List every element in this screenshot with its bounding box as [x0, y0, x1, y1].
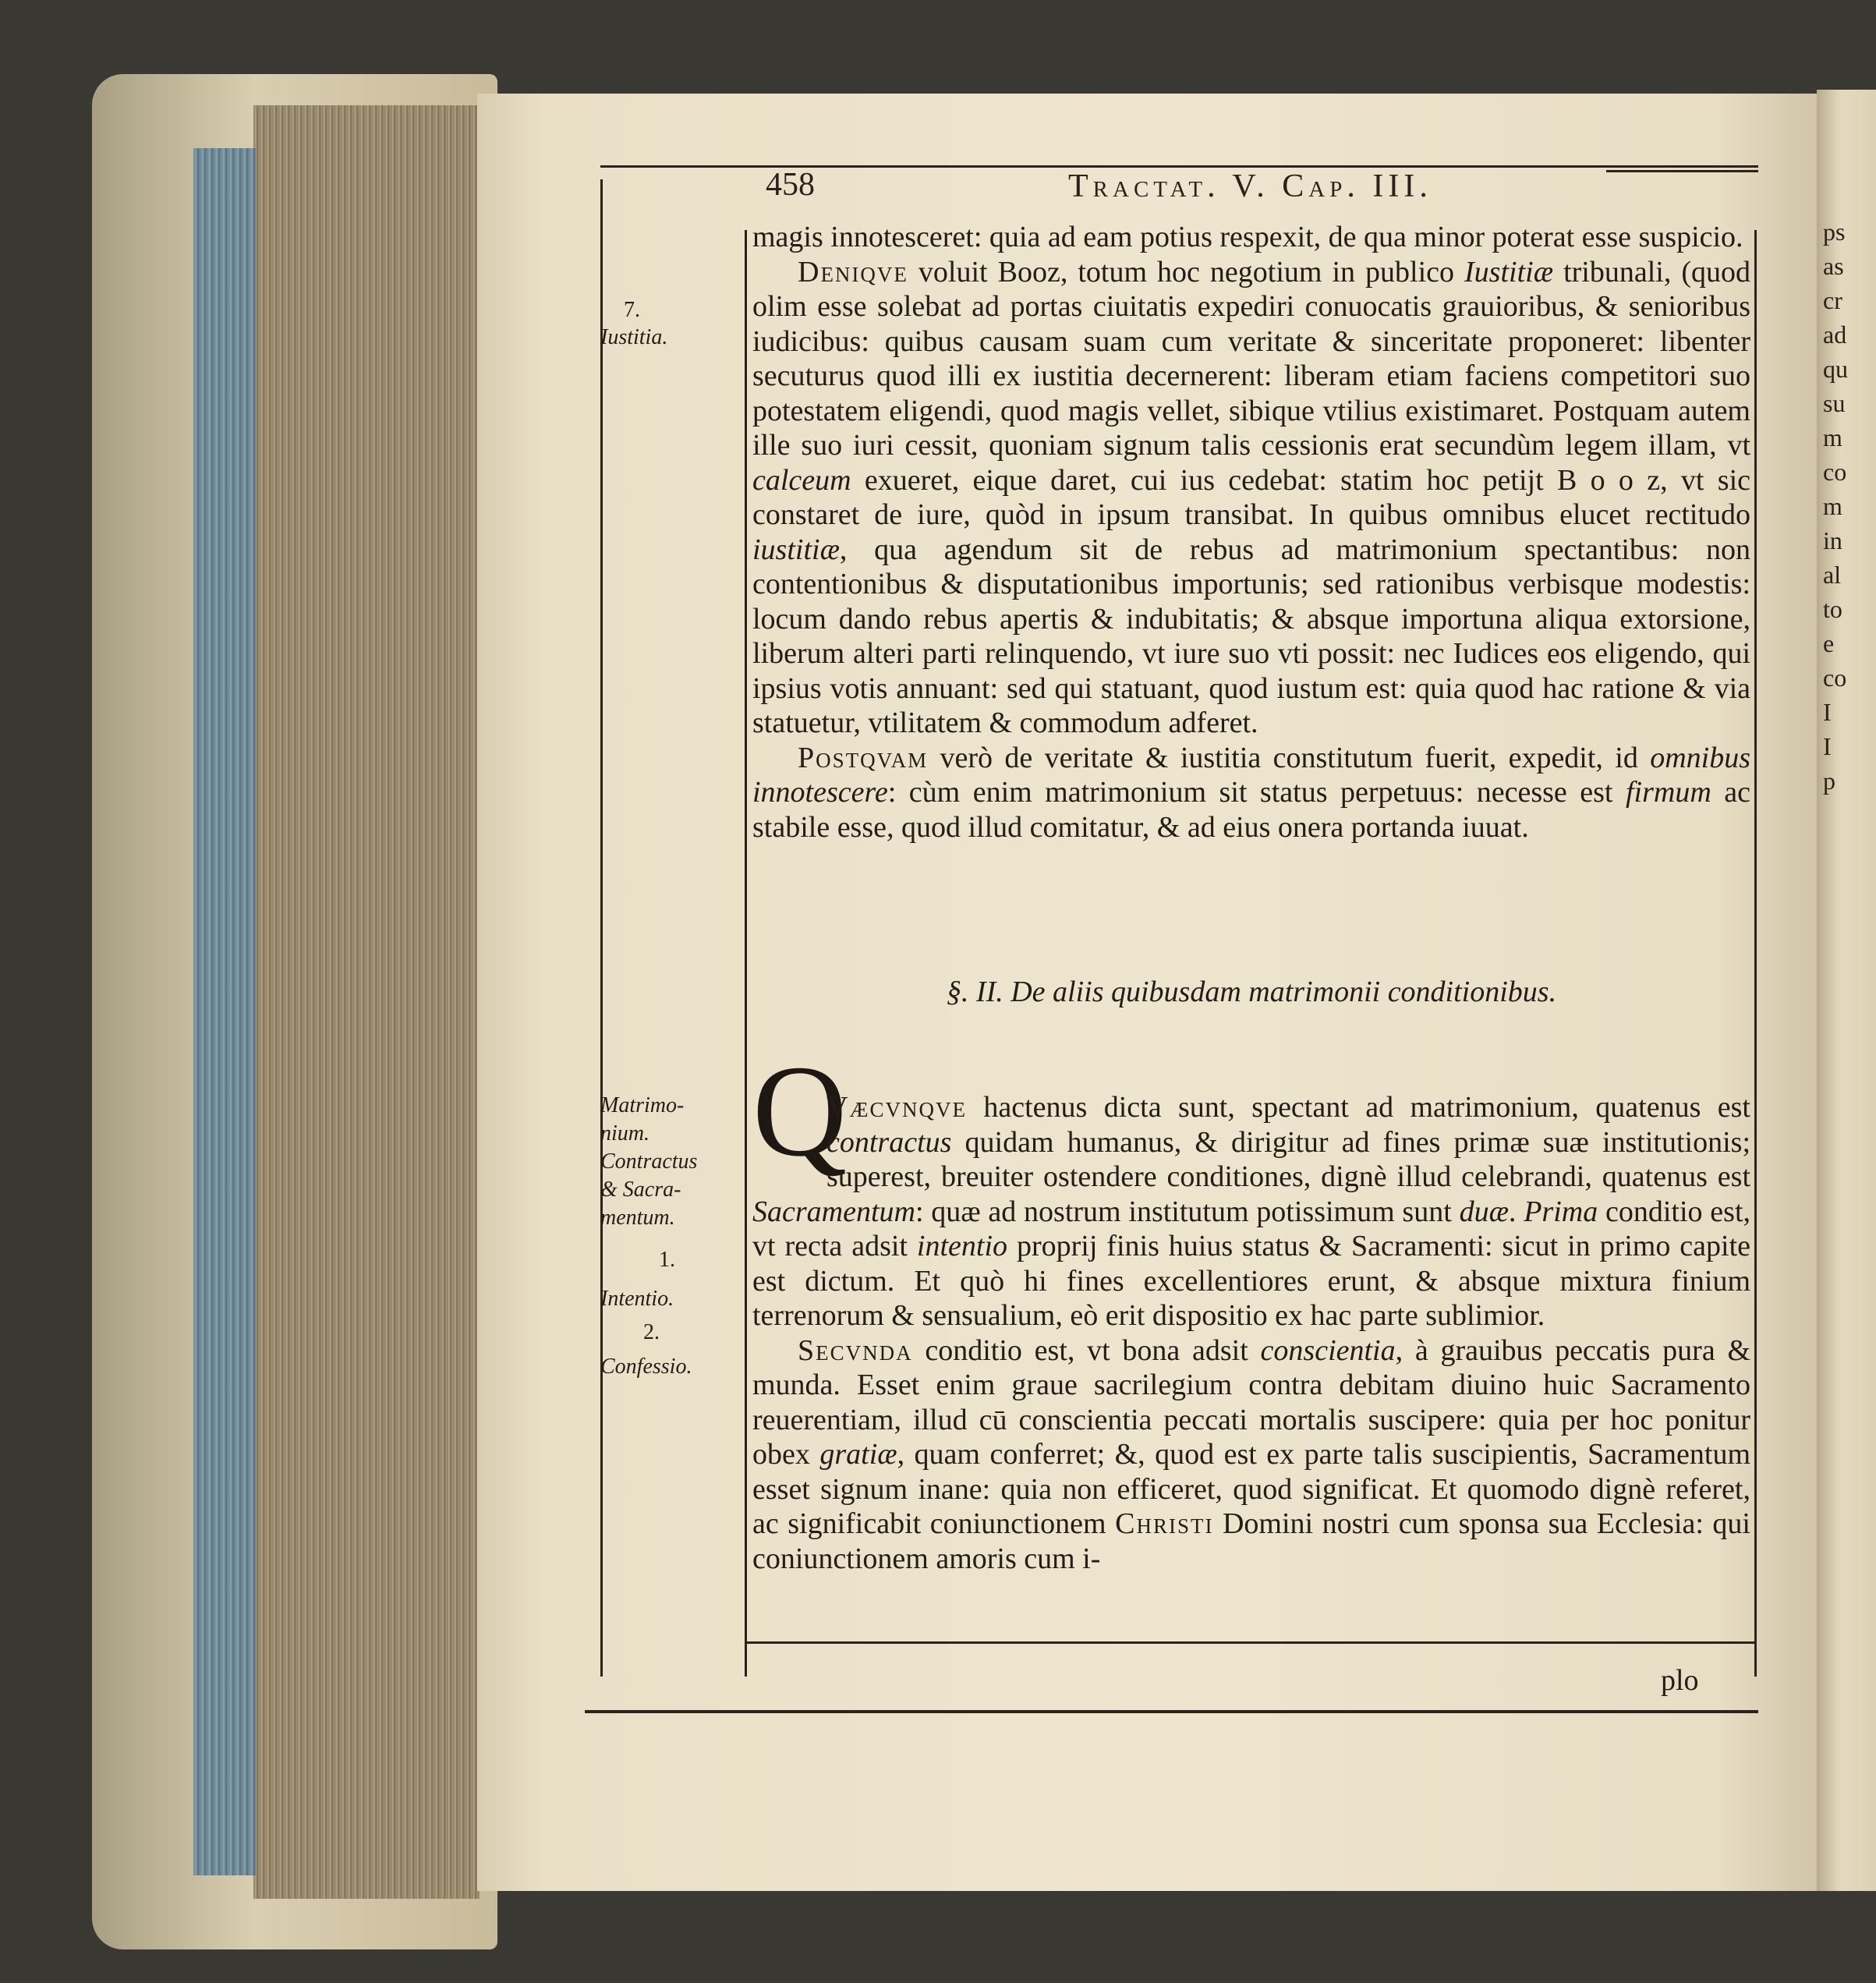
lead-word: Deniqve: [798, 255, 908, 289]
italic-run: duæ: [1459, 1195, 1509, 1228]
page-number: 458: [766, 167, 815, 203]
text-run: verò de veritate & iustitia constitutum fuerit, expedit, id: [928, 741, 1651, 774]
text-run: : quæ ad nostrum institutum potissimum sunt: [915, 1195, 1460, 1228]
facing-page-line: m: [1823, 423, 1842, 451]
facing-page-line: in: [1823, 526, 1842, 554]
text-left-rule: [745, 230, 747, 1677]
paragraph: [752, 1333, 1750, 1577]
blue-page-edges: [193, 148, 256, 1875]
bottom-rule: [585, 1710, 1758, 1713]
facing-page-text: [1823, 214, 1855, 798]
margin-note-matrimonium: [600, 1092, 725, 1232]
top-rule-right: [1606, 170, 1758, 172]
paragraph: [752, 1090, 1750, 1333]
margin-line: & Sacra-: [600, 1177, 681, 1202]
margin-number-1: 1.: [659, 1248, 675, 1272]
italic-run: firmum: [1625, 776, 1711, 809]
text-run: , à grauibus peccatis pura & munda. Esset enim graue sacrilegium contra debitam diuino huic Sacramento reuerentiam, illud cū conscientia peccati mortalis suscipere: quia per hoc ponitur obex: [752, 1333, 1750, 1471]
italic-run: gratiæ: [819, 1438, 897, 1471]
text-run: : cùm enim matrimonium sit status perpetuus: necesse est: [887, 776, 1626, 809]
text-run: , qua agendum sit de rebus ad matrimonium spectantibus: non contentionibus & disputationibus importunis; sed rationibus verbisque modestis: locum dando rebus apertis & indubitatis; & absque importuna aliqua extorsione, liberum alteri parti relinquendo, vt iure suo vti possit: nec Iudices eos eligendo, qui ipsius votis annuant: sed qui statuant, quod iustum est: quia quod hac ratione & via statuetur, vtilitatem & commodum adferet.: [752, 533, 1750, 739]
italic-run: iustitiæ: [752, 533, 840, 566]
lead-word: Postqvam: [798, 741, 929, 774]
margin-line: mentum.: [600, 1206, 675, 1230]
italic-run: contractus: [827, 1125, 952, 1159]
facing-page-line: cr: [1823, 286, 1842, 314]
margin-line: Contractus: [600, 1149, 698, 1174]
text-run: Domini nostri cum sponsa sua Ecclesia: qui coniunctionem amoris cum i-: [752, 1507, 1750, 1575]
facing-page-edge: [1817, 90, 1876, 1891]
lead-word: Secvnda: [798, 1333, 913, 1367]
italic-run: intentio: [916, 1230, 1008, 1262]
text-run: proprij finis huius status & Sacramenti: sicut in primo capite est dictum. Et quò hi fines excellentiores erunt, & absque mixtura finium terrenorum & sensualium, eò erit dispositio ex hac parte sublimior.: [752, 1230, 1750, 1332]
text-run: voluit Booz, totum hoc negotium in publico: [908, 255, 1465, 289]
facing-page-line: as: [1823, 252, 1844, 280]
paragraph: [752, 255, 1750, 741]
paragraph: magis innotesceret: quia ad eam potius respexit, de qua minor poterat esse suspicio.: [752, 221, 1743, 253]
text-run: ac stabile esse, quod illud comitatur, & ad eius onera portanda iuuat.: [752, 776, 1751, 844]
small-caps-run: Christi: [1115, 1507, 1214, 1540]
text-run: tribunali, (quod olim esse solebat ad portas ciuitatis expediri conuocatis grauioribus, & senioribus iudicibus: quibus causam suam cum veritate & sinceritate proponeret: libenter secuturus quod illi ex iustitia decernerent: liberam etiam faciens competitori suo potestatem eligendi, quod magis vellet, sibique vtilius existimaret. Postquam autem ille suo iuri cessit, quoniam signum talis cessionis erat secundùm legem illam, vt: [752, 255, 1750, 462]
catchword: plo: [1661, 1664, 1699, 1697]
section-heading: §. II. De aliis quibusdam matrimonii conditionibus.: [946, 976, 1557, 1008]
text-run: quidam humanus, & dirigitur ad fines primæ suæ institutionis; superest, breuiter ostendere conditiones, dignè illud celebrandi, quatenus est: [827, 1125, 1750, 1193]
margin-line: Matrimo-: [600, 1093, 685, 1117]
facing-page-line: I: [1823, 698, 1832, 726]
margin-line: nium.: [600, 1121, 650, 1146]
facing-page-line: p: [1823, 767, 1835, 795]
lead-word: Væcvnqve: [827, 1091, 967, 1124]
italic-run: conscientia: [1260, 1333, 1396, 1367]
text-run: conditio est, vt recta adsit: [752, 1195, 1751, 1262]
text-run: .: [1508, 1195, 1524, 1228]
margin-number-7: 7.: [624, 298, 640, 322]
text-run: , quam conferret; &, quod est ex parte talis suscipientis, Sacramentum esset signum inane: quia non efficeret, quod significat. Et quomodo dignè referet, ac significabit coniunctionem: [752, 1438, 1750, 1540]
facing-page-line: ps: [1823, 218, 1846, 246]
running-head: Tractat. V. Cap. III.: [1068, 168, 1432, 204]
facing-page-line: m: [1823, 492, 1842, 520]
margin-number-2: 2.: [643, 1320, 660, 1344]
paragraph: [752, 741, 1750, 845]
facing-page-line: co: [1823, 664, 1847, 692]
italic-run: omnibus innotescere: [752, 741, 1750, 809]
text-bottom-rule: [745, 1641, 1757, 1644]
page-edges: [253, 105, 480, 1899]
body-text-lower: [752, 1090, 1750, 1576]
dropcap-space: [752, 1090, 827, 1190]
facing-page-line: al: [1823, 561, 1842, 589]
margin-note-iustitia: Iustitia.: [600, 325, 668, 349]
facing-page-line: su: [1823, 389, 1846, 417]
facing-page-line: e: [1823, 629, 1835, 657]
facing-page-line: I: [1823, 732, 1832, 760]
facing-page-line: co: [1823, 458, 1847, 486]
italic-run: Iustitiæ: [1464, 255, 1554, 289]
text-run: hactenus dicta sunt, spectant ad matrimonium, quatenus est: [966, 1091, 1750, 1124]
margin-note-intentio: Intentio.: [600, 1287, 674, 1311]
text-run: conditio est, vt bona adsit: [912, 1333, 1261, 1367]
italic-run: Prima: [1524, 1195, 1598, 1228]
margin-note-confessio: Confessio.: [600, 1354, 692, 1379]
facing-page-line: ad: [1823, 320, 1847, 349]
facing-page-line: qu: [1823, 355, 1848, 383]
text-run: exueret, eique daret, cui ius cedebat: statim hoc petijt B o o z, vt sic constaret de iure, quòd in ipsum transibat. In quibus omnibus elucet rectitudo: [752, 463, 1750, 531]
body-text-upper: [752, 220, 1750, 845]
drop-cap: Q: [752, 1039, 848, 1184]
text-right-rule: [1754, 230, 1757, 1677]
italic-run: calceum: [752, 463, 851, 497]
facing-page-line: to: [1823, 595, 1842, 623]
italic-run: Sacramentum: [752, 1195, 915, 1228]
margin-left-rule: [600, 179, 603, 1677]
